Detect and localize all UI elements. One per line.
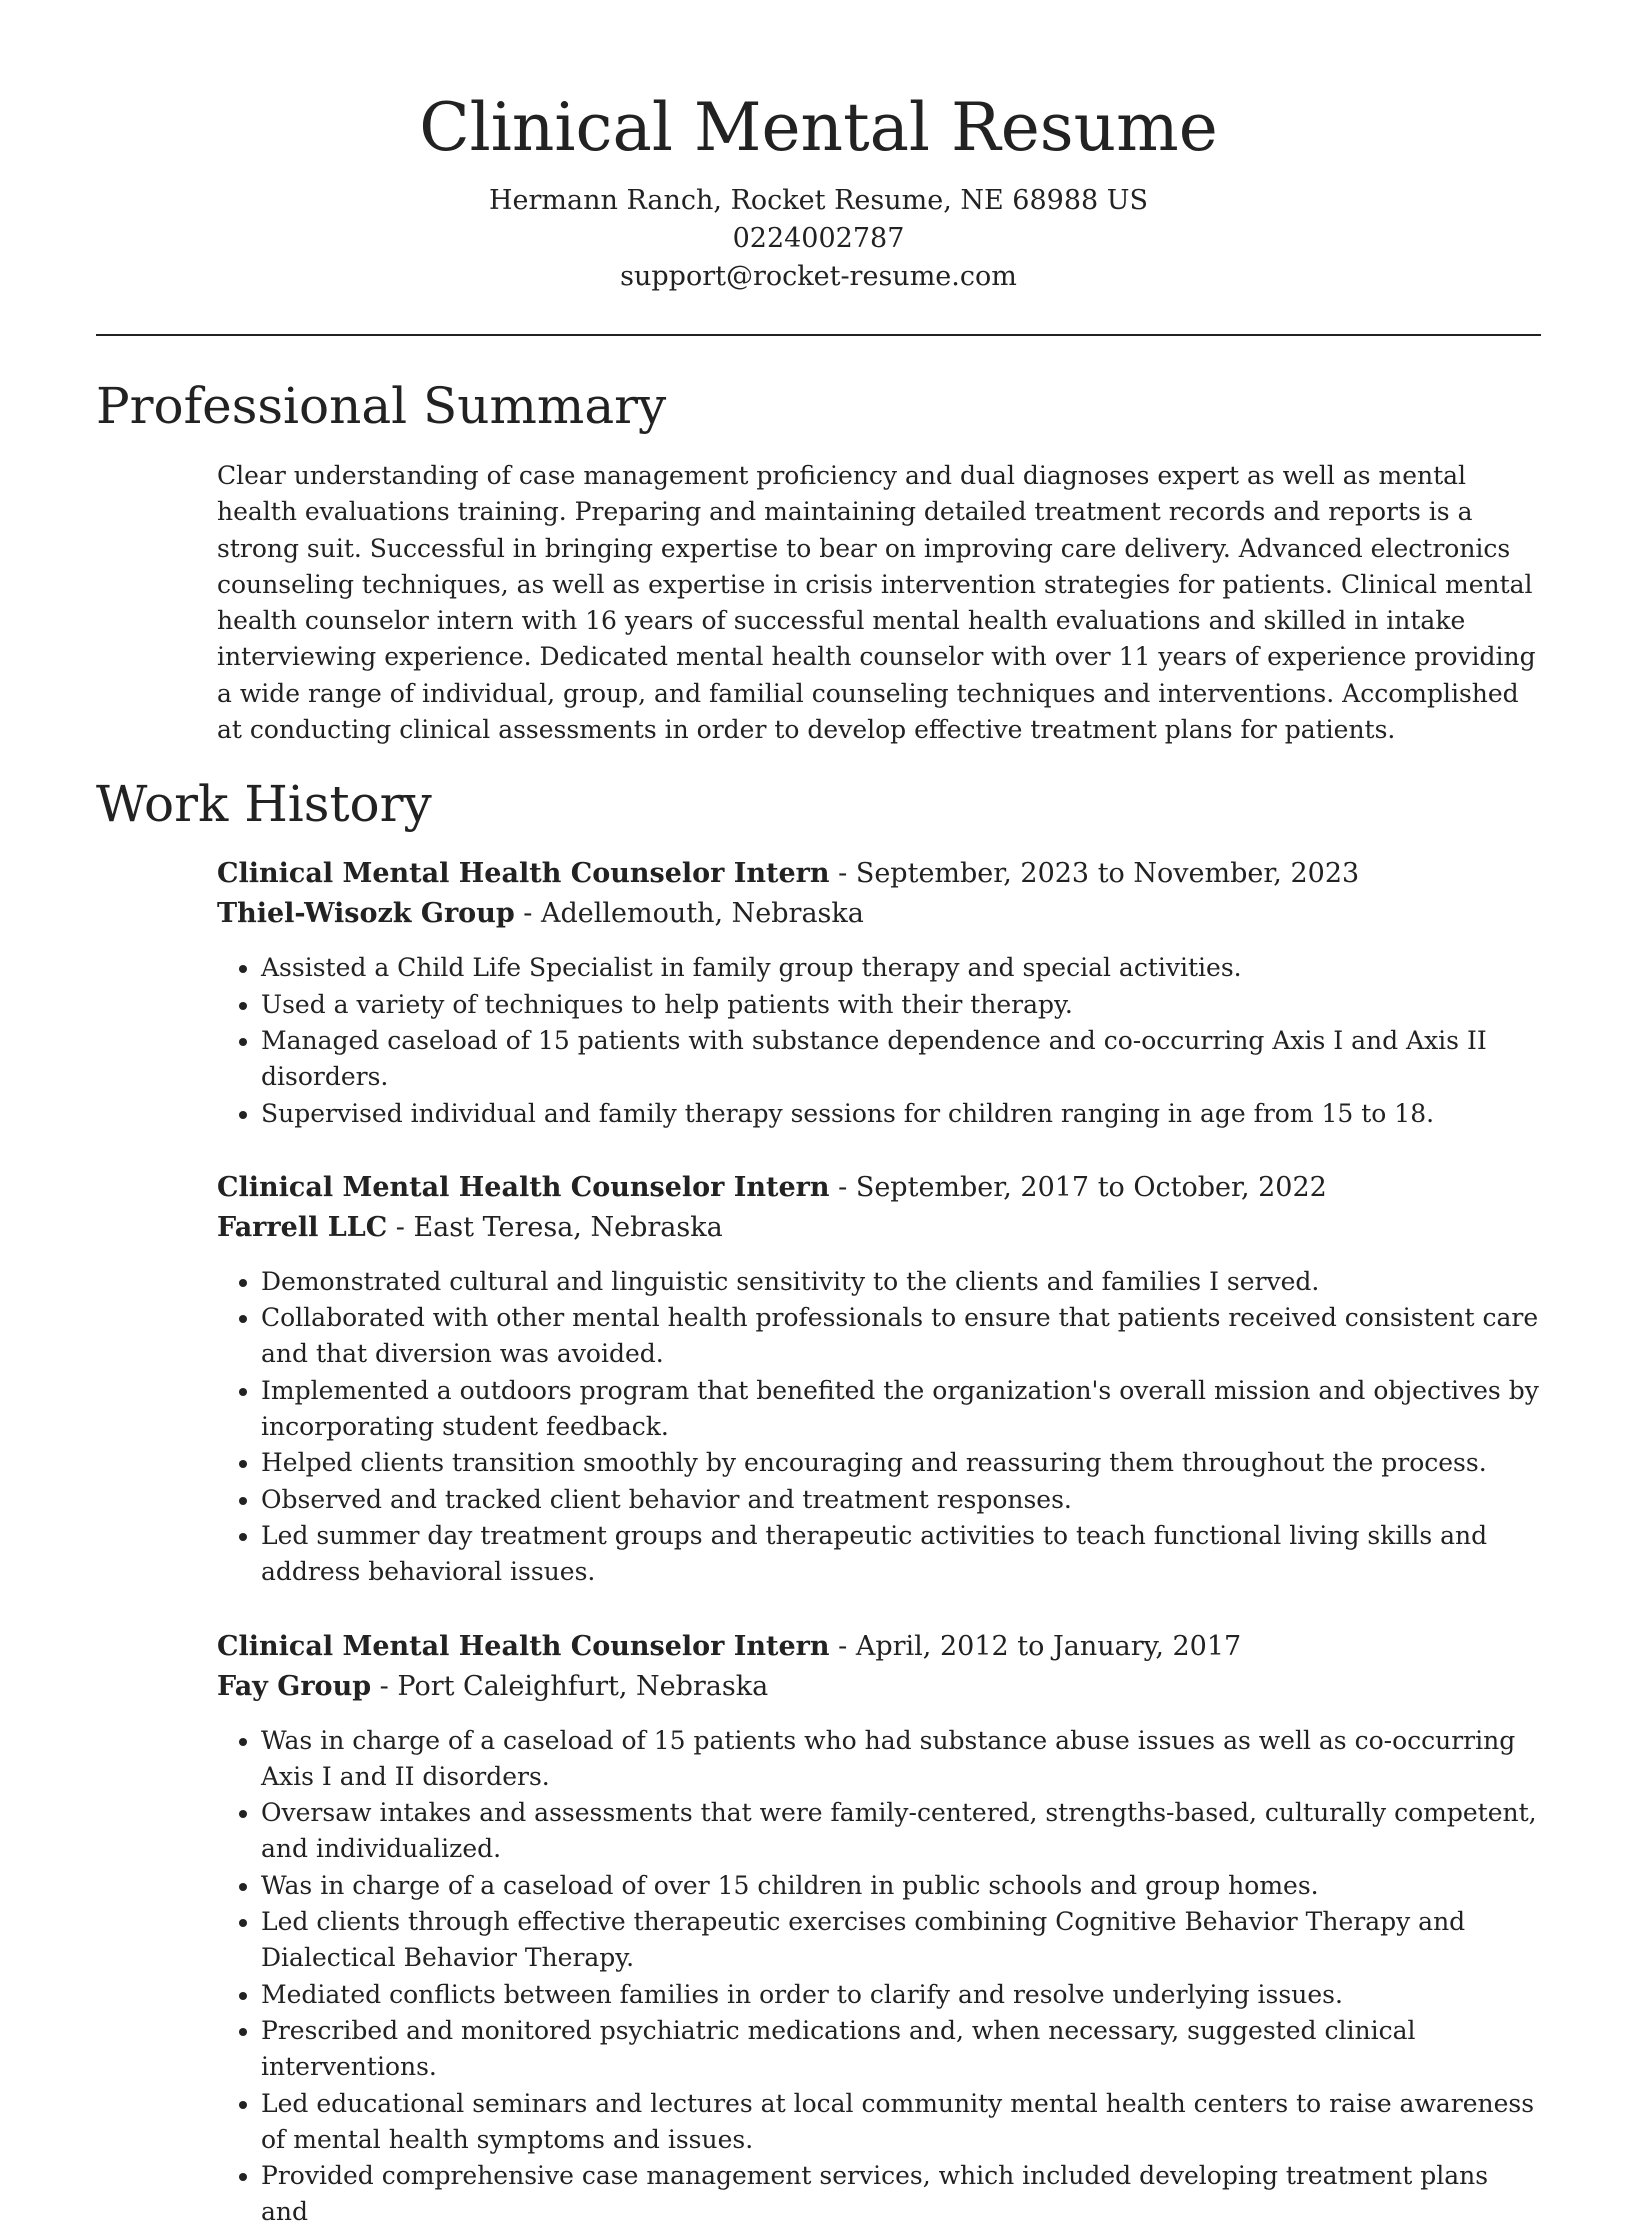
job-title: Clinical Mental Health Counselor Intern [217, 1171, 830, 1203]
job-title-line [217, 1627, 1541, 1667]
job-company-line [217, 894, 1541, 934]
job-title: Clinical Mental Health Counselor Intern [217, 858, 830, 890]
job-entry [217, 1627, 1541, 2231]
resume-header [96, 0, 1541, 296]
list-item: • Used a variety of techniques to help patients with their therapy. [261, 987, 1541, 1023]
list-item: • Demonstrated cultural and linguistic sensitivity to the clients and families I served. [261, 1264, 1541, 1300]
summary-heading: Professional Summary [96, 377, 667, 435]
list-item: • Managed caseload of 15 patients with substance dependence and co-occurring Axis I and Axis II disorders. [261, 1023, 1541, 1096]
job-dates: - April, 2012 to January, 2017 [829, 1630, 1242, 1662]
address: Hermann Ranch, Rocket Resume, NE 68988 US [488, 185, 1149, 216]
phone: 0224002787 [732, 223, 905, 254]
list-item: • Was in charge of a caseload of 15 patients who had substance abuse issues as well as co-occurring Axis I and II disorders. [261, 1723, 1541, 1796]
job-company: Farrell LLC [217, 1211, 388, 1243]
list-item: • Was in charge of a caseload of over 15 children in public schools and group homes. [261, 1868, 1541, 1904]
job-bullets [217, 1264, 1541, 1591]
list-item: • Oversaw intakes and assessments that were family-centered, strengths-based, culturally competent, and individualized. [261, 1795, 1541, 1868]
job-entry [217, 1168, 1541, 1591]
job-entry [217, 854, 1541, 1131]
job-bullets [217, 1723, 1541, 2231]
job-dates: - September, 2017 to October, 2022 [829, 1171, 1327, 1203]
list-item: • Assisted a Child Life Specialist in family group therapy and special activities. [261, 950, 1541, 986]
job-location: - East Teresa, Nebraska [387, 1211, 723, 1243]
job-company: Thiel-Wisozk Group [217, 898, 515, 930]
contact-block [96, 182, 1541, 296]
job-location: - Adellemouth, Nebraska [514, 898, 864, 930]
list-item: • Prescribed and monitored psychiatric medications and, when necessary, suggested clinical interventions. [261, 2013, 1541, 2086]
job-title: Clinical Mental Health Counselor Intern [217, 1630, 830, 1662]
list-item: • Led educational seminars and lectures at local community mental health centers to raise awareness of mental health symptoms and issues. [261, 2086, 1541, 2159]
header-divider [96, 334, 1541, 336]
list-item: • Implemented a outdoors program that benefited the organization's overall mission and objectives by incorporating student feedback. [261, 1373, 1541, 1446]
list-item: • Helped clients transition smoothly by encouraging and reassuring them throughout the process. [261, 1445, 1541, 1481]
job-location: - Port Caleighfurt, Nebraska [371, 1670, 769, 1702]
list-item: • Supervised individual and family therapy sessions for children ranging in age from 15 to 18. [261, 1096, 1541, 1132]
job-title-line [217, 1168, 1541, 1208]
list-item: • Collaborated with other mental health professionals to ensure that patients received consistent care and that diversion was avoided. [261, 1300, 1541, 1373]
job-company-line [217, 1208, 1541, 1248]
job-title-line [217, 854, 1541, 894]
list-item: • Provided comprehensive case management services, which included developing treatment plans and [261, 2158, 1541, 2231]
job-company: Fay Group [217, 1670, 372, 1702]
work-history-heading: Work History [96, 775, 432, 834]
job-company-line [217, 1667, 1541, 1707]
email: support@rocket-resume.com [620, 261, 1017, 292]
resume-page [96, 0, 1541, 2231]
job-dates: - September, 2023 to November, 2023 [829, 858, 1360, 890]
summary-text: Clear understanding of case management proficiency and dual diagnoses expert as well as mental health evaluations training. Preparing and maintaining detailed treatment records and reports is a strong suit. Successful in bringing expertise to bear on improving care delivery. Advanced electronics counseling techniques, as well as expertise in crisis intervention strategies for patients. Clinical mental health counselor intern with 16 years of successful mental health evaluations and skilled in intake interviewing experience. Dedicated mental health counselor with over 11 years of experience providing a wide range of individual, group, and familial counseling techniques and interventions. Accomplished at conducting clinical assessments in order to develop effective treatment plans for patients. [217, 461, 1536, 745]
list-item: • Led clients through effective therapeutic exercises combining Cognitive Behavior Therapy and Dialectical Behavior Therapy. [261, 1904, 1541, 1977]
list-item: • Mediated conflicts between families in order to clarify and resolve underlying issues. [261, 1977, 1541, 2013]
list-item: • Observed and tracked client behavior and treatment responses. [261, 1482, 1541, 1518]
job-bullets [217, 950, 1541, 1131]
list-item: • Led summer day treatment groups and therapeutic activities to teach functional living skills and address behavioral issues. [261, 1518, 1541, 1591]
resume-title: Clinical Mental Resume [419, 89, 1218, 166]
